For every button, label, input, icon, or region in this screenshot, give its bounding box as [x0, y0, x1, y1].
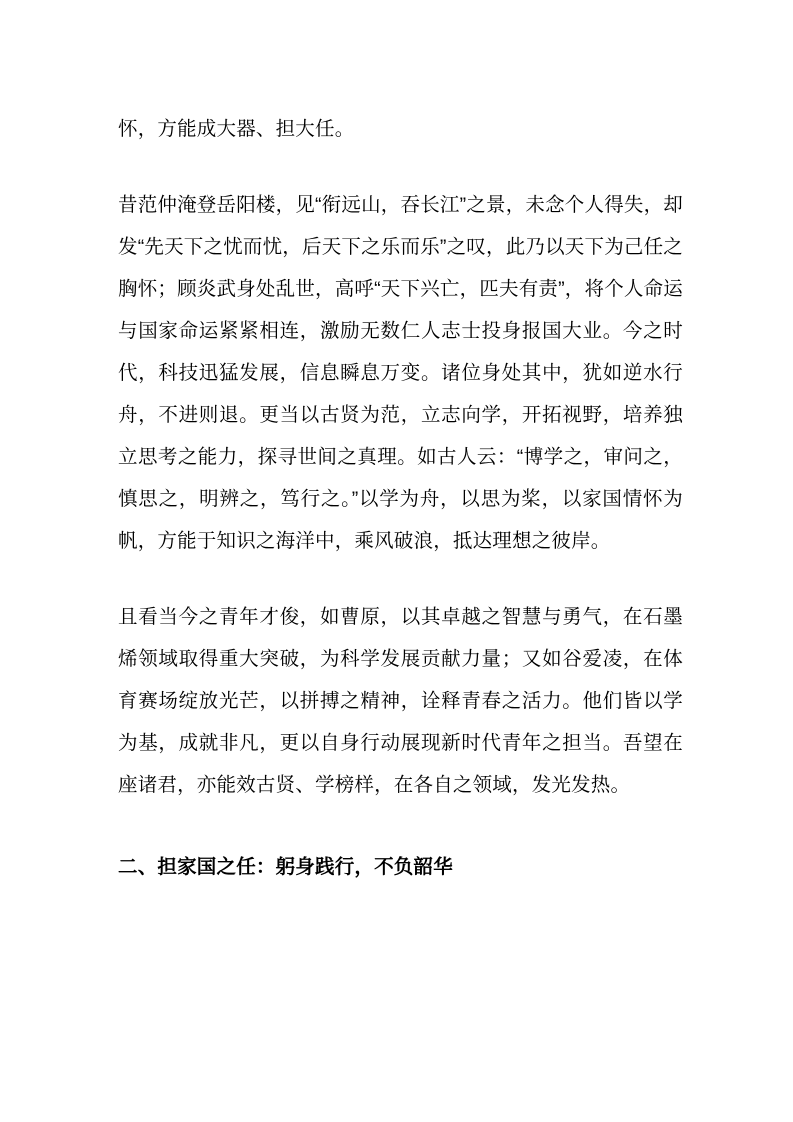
paragraph-fan-zhongyan: 昔范仲淹登岳阳楼，见“衔远山，吞长江”之景，未念个人得失，却发“先天下之忧而忧，后天下之乐而乐”之叹，此乃以天下为己任之胸怀；顾炎武身处乱世，高呼“天下兴亡，匹夫有责”，将个人命运与国家命运紧紧相连，激励无数仁人志士投身报国大业。今之时代，科技迅猛发展，信息瞬息万变。诸位身处其中，犹如逆水行舟，不进则退。更当以古贤为范，立志向学，开拓视野，培养独立思考之能力，探寻世间之真理。如古人云：“博学之，审问之，慎思之，明辨之，笃行之。”以学为舟，以思为桨，以家国情怀为帆，方能于知识之海洋中，乘风破浪，抵达理想之彼岸。: [118, 194, 683, 552]
document-body: [118, 108, 683, 888]
paragraph-youth-talents: 且看当今之青年才俊，如曹原，以其卓越之智慧与勇气，在石墨烯领域取得重大突破，为科学发展贡献力量；又如谷爱凌，在体育赛场绽放光芒，以拼搏之精神，诠释青春之活力。他们皆以学为基，成就非凡，更以自身行动展现新时代青年之担当。吾望在座诸君，亦能效古贤、学榜样，在各自之领域，发光发热。: [118, 606, 683, 796]
paragraph-continuation: 怀，方能成大器、担大任。: [118, 118, 355, 140]
section-heading: 二、担家国之任：躬身践行，不负韶华: [118, 856, 453, 878]
